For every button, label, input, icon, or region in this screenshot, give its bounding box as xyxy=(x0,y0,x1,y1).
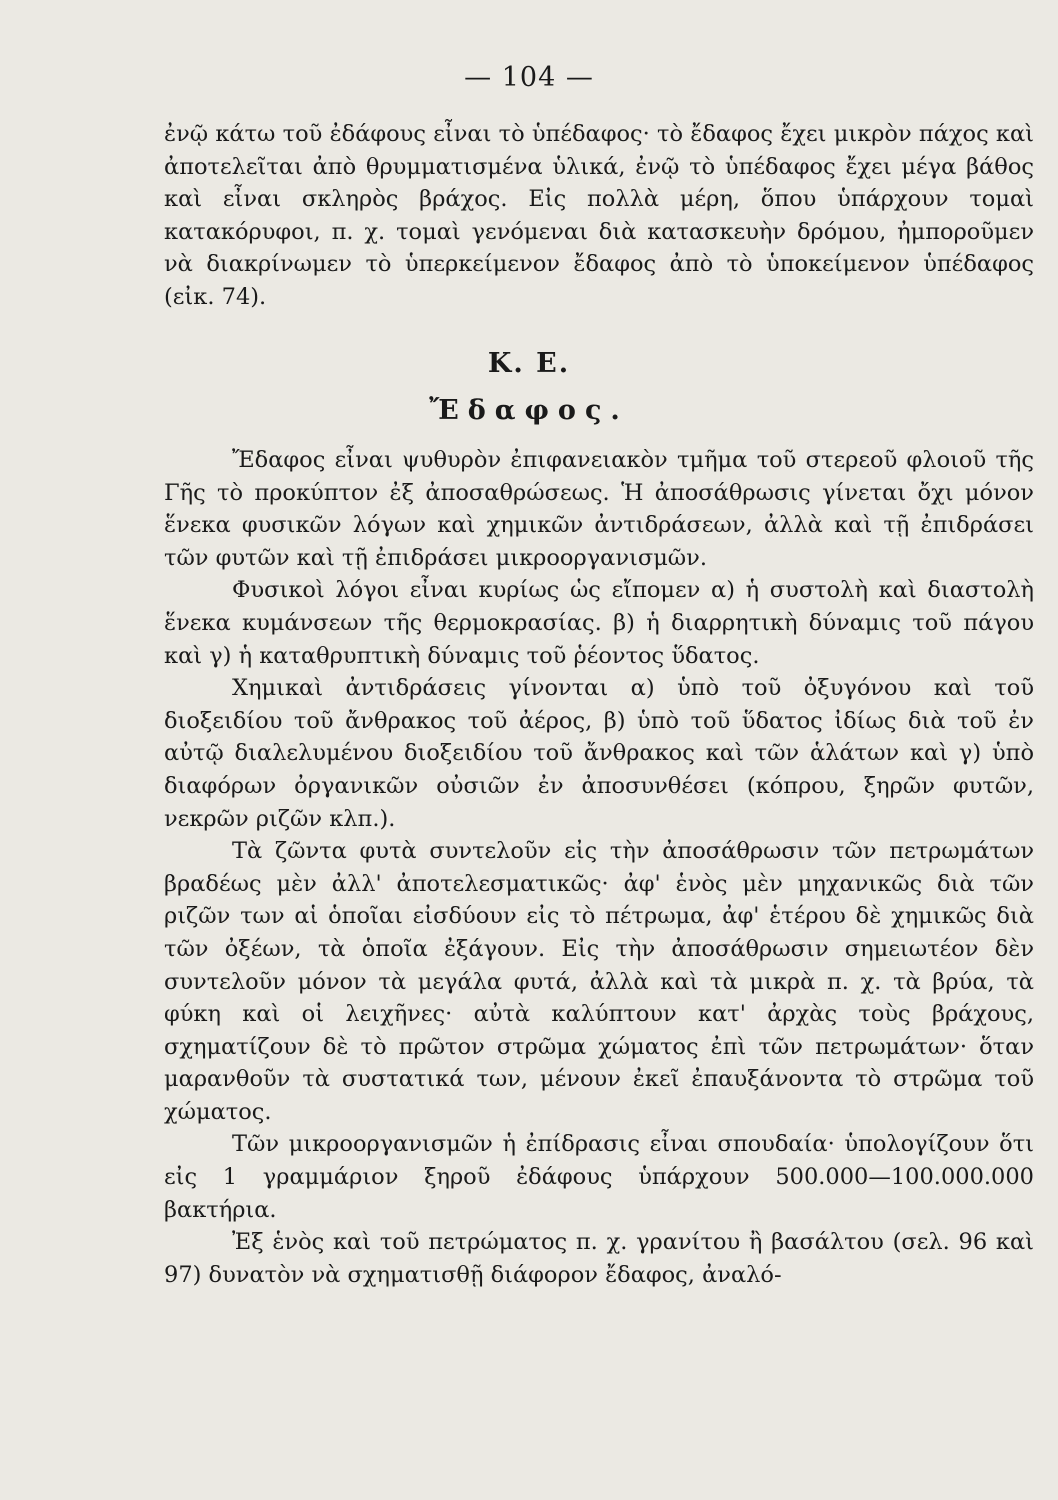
body-paragraph: Τῶν μικροοργανισμῶν ἡ ἐπίδρασις εἶναι σπουδαία· ὑπολογίζουν ὅτι εἰς 1 γραμμάριον ξηροῦ ἐδάφους ὑπάρχουν 500.000—100.000.000 βακτήρια. xyxy=(164,1131,1034,1223)
body-paragraph: Ἔδαφος εἶναι ψυθυρὸν ἐπιφανειακὸν τμῆμα τοῦ στερεοῦ φλοιοῦ τῆς Γῆς τὸ προκύπτον ἐξ ἀποσαθρώσεως. Ἡ ἀποσάθρωσις γίνεται ὄχι μόνον ἕνεκα φυσικῶν λόγων καὶ χημικῶν ἀντιδράσεων, ἀλλὰ καὶ τῇ ἐπιδράσει τῶν φυτῶν καὶ τῇ ἐπιδράσει μικροοργανισμῶν. xyxy=(164,447,1034,571)
body-paragraph: Χημικαὶ ἀντιδράσεις γίνονται α) ὑπὸ τοῦ ὀξυγόνου καὶ τοῦ διοξειδίου τοῦ ἄνθρακος τοῦ ἀέρος, β) ὑπὸ τοῦ ὕδατος ἰδίως διὰ τοῦ ἐν αὐτῷ διαλελυμένου διοξειδίου τοῦ ἄνθρακος καὶ τῶν ἁλάτων καὶ γ) ὑπὸ διαφόρων ὀργανικῶν οὐσιῶν ἐν ἀποσυνθέσει (κόπρου, ξηρῶν φυτῶν, νεκρῶν ριζῶν κλπ.). xyxy=(164,675,1034,832)
section-heading: Κ. Ε. xyxy=(487,348,571,379)
body-paragraph: Ἐξ ἑνὸς καὶ τοῦ πετρώματος π. χ. γρανίτου ἢ βασάλτου (σελ. 96 καὶ 97) δυνατὸν νὰ σχηματισθῇ διάφορον ἔδαφος, ἀναλό- xyxy=(164,1229,1034,1288)
body-paragraph: Τὰ ζῶντα φυτὰ συντελοῦν εἰς τὴν ἀποσάθρωσιν τῶν πετρωμάτων βραδέως μὲν ἀλλ' ἀποτελεσματικῶς· ἀφ' ἑνὸς μὲν μηχανικῶς διὰ τῶν ριζῶν των αἱ ὁποῖαι εἰσδύουν εἰς τὸ πέτρωμα, ἀφ' ἑτέρου δὲ χημικῶς διὰ τῶν ὀξέων, τὰ ὁποῖα ἐξάγουν. Εἰς τὴν ἀποσάθρωσιν σημειωτέον δὲν συντελοῦν μόνον τὰ μεγάλα φυτά, ἀλλὰ καὶ τὰ μικρὰ π. χ. τὰ βρύα, τὰ φύκη καὶ οἱ λειχῆνες· αὐτὰ καλύπτουν κατ' ἀρχὰς τοὺς βράχους, σχηματίζουν δὲ τὸ πρῶτον στρῶμα χώματος ἐπὶ τῶν πετρωμάτων· ὅταν μαρανθοῦν τὰ συστατικά των, μένουν ἐκεῖ ἐπαυξάνοντα τὸ στρῶμα τοῦ χώματος. xyxy=(164,838,1034,1125)
body-paragraph: Φυσικοὶ λόγοι εἶναι κυρίως ὡς εἴπομεν α) ἡ συστολὴ καὶ διαστολὴ ἕνεκα κυμάνσεων τῆς θερμοκρασίας. β) ἡ διαρρητικὴ δύναμις τοῦ πάγου καὶ γ) ἡ καταθρυπτικὴ δύναμις τοῦ ῥέοντος ὕδατος. xyxy=(164,577,1034,669)
intro-text xyxy=(164,118,1034,314)
page-number: — 104 — xyxy=(464,62,594,93)
section-body xyxy=(164,444,1034,1291)
section-title: Ἔδαφος. xyxy=(429,395,629,426)
intro-paragraph: ἐνῷ κάτω τοῦ ἐδάφους εἶναι τὸ ὑπέδαφος· τὸ ἔδαφος ἔχει μικρὸν πάχος καὶ ἀποτελεῖται ἀπὸ θρυμματισμένα ὑλικά, ἐνῷ τὸ ὑπέδαφος ἔχει μέγα βάθος καὶ εἶναι σκληρὸς βράχος. Εἰς πολλὰ μέρη, ὅπου ὑπάρχουν τομαὶ κατακόρυφοι, π. χ. τομαὶ γενόμεναι διὰ κατασκευὴν δρόμου, ἠμποροῦμεν νὰ διακρίνωμεν τὸ ὑπερκείμενον ἔδαφος ἀπὸ τὸ ὑποκείμενον ὑπέδαφος (εἰκ. 74). xyxy=(164,121,1034,310)
